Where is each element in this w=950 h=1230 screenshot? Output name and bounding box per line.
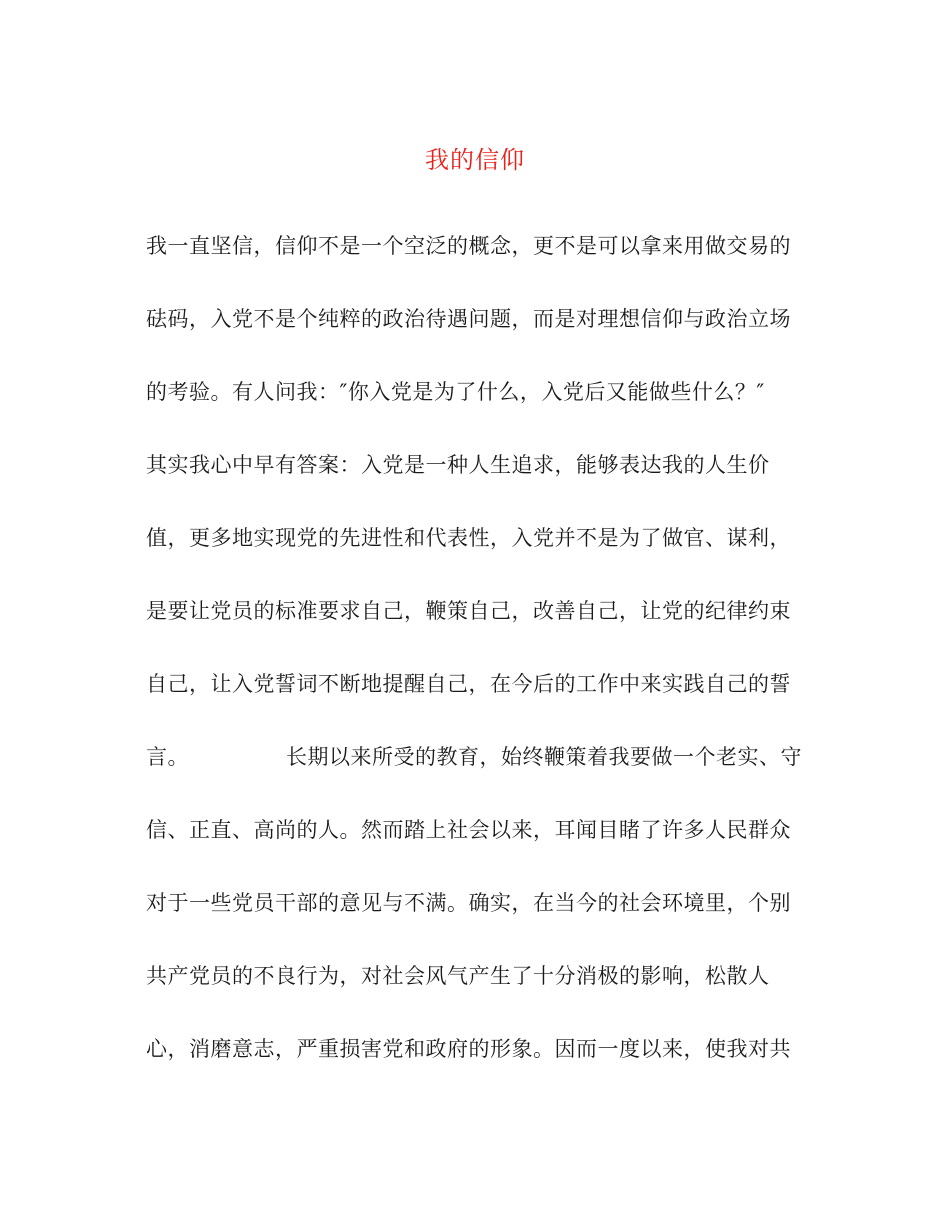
body-line: 的考验。有人问我：″你入党是为了什么，入党后又能做些什么？″ xyxy=(146,380,765,404)
body-line: 是要让党员的标准要求自己，鞭策自己，改善自己，让党的纪律约束 xyxy=(146,599,791,623)
document-title: 我的信仰 xyxy=(425,146,525,174)
body-line: 对于一些党员干部的意见与不满。确实，在当今的社会环境里，个别 xyxy=(146,891,791,915)
body-line: 自己，让入党誓词不断地提醒自己，在今后的工作中来实践自己的誓 xyxy=(146,672,791,696)
body-line: 值，更多地实现党的先进性和代表性，入党并不是为了做官、谋利， xyxy=(146,526,791,550)
body-line: 心，消磨意志，严重损害党和政府的形象。因而一度以来，使我对共 xyxy=(146,1037,791,1061)
body-line: 共产党员的不良行为，对社会风气产生了十分消极的影响，松散人 xyxy=(146,964,770,988)
body-line: 言。 长期以来所受的教育，始终鞭策着我要做一个老实、守 xyxy=(146,745,802,769)
body-line: 砝码，入党不是个纯粹的政治待遇问题，而是对理想信仰与政治立场 xyxy=(146,307,791,331)
body-line: 信、正直、高尚的人。然而踏上社会以来，耳闻目睹了许多人民群众 xyxy=(146,818,791,842)
body-line: 其实我心中早有答案：入党是一种人生追求，能够表达我的人生价 xyxy=(146,453,770,477)
document-body xyxy=(146,226,826,1102)
body-line: 我一直坚信，信仰不是一个空泛的概念，更不是可以拿来用做交易的 xyxy=(146,234,791,258)
